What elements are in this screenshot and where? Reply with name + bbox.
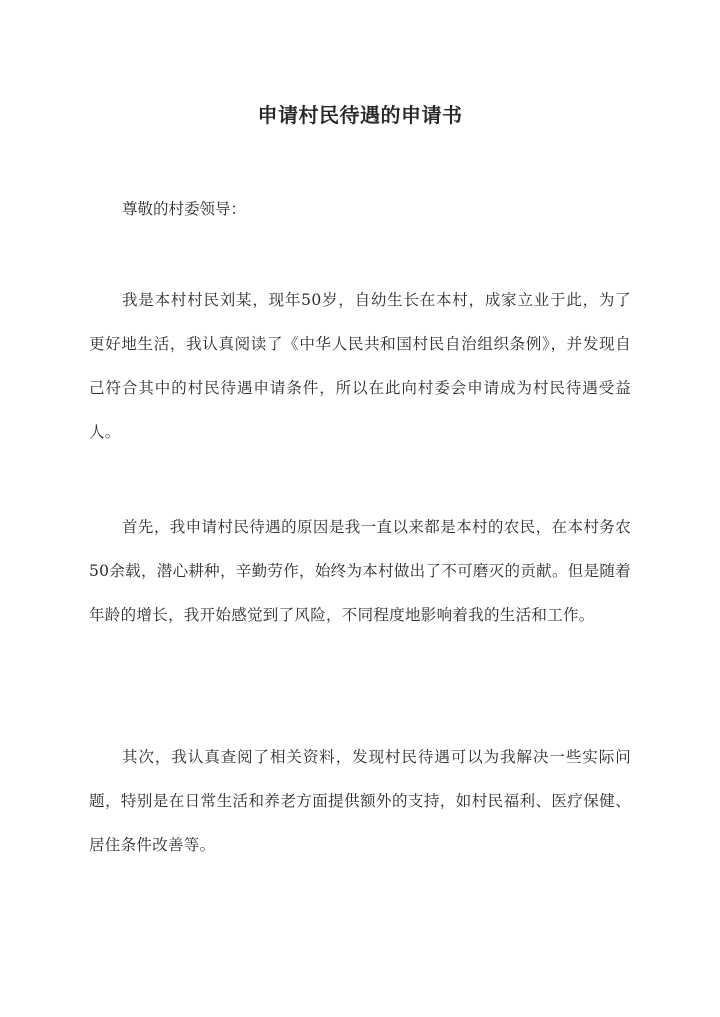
salutation: 尊敬的村委领导：	[122, 200, 247, 218]
document-title: 申请村民待遇的申请书	[257, 103, 463, 128]
paragraph-introduction: 我是本村村民刘某，现年50岁，自幼生长在本村，成家立业于此，为了更好地生活，我认真阅读了《中华人民共和国村民自治组织条例》，并发现自己符合其中的村民待遇申请条件，所以在此向村委会申请成为村民待遇受益人。	[89, 291, 631, 441]
paragraph-reason-second: 其次，我认真查阅了相关资料，发现村民待遇可以为我解决一些实际问题，特别是在日常生活和养老方面提供额外的支持，如村民福利、医疗保健、居住条件改善等。	[89, 748, 631, 854]
paragraph-reason-first: 首先，我申请村民待遇的原因是我一直以来都是本村的农民，在本村务农50余载，潜心耕种，辛勤劳作，始终为本村做出了不可磨灭的贡献。但是随着年龄的增长，我开始感觉到了风险，不同程度地影响着我的生活和工作。	[89, 518, 631, 624]
